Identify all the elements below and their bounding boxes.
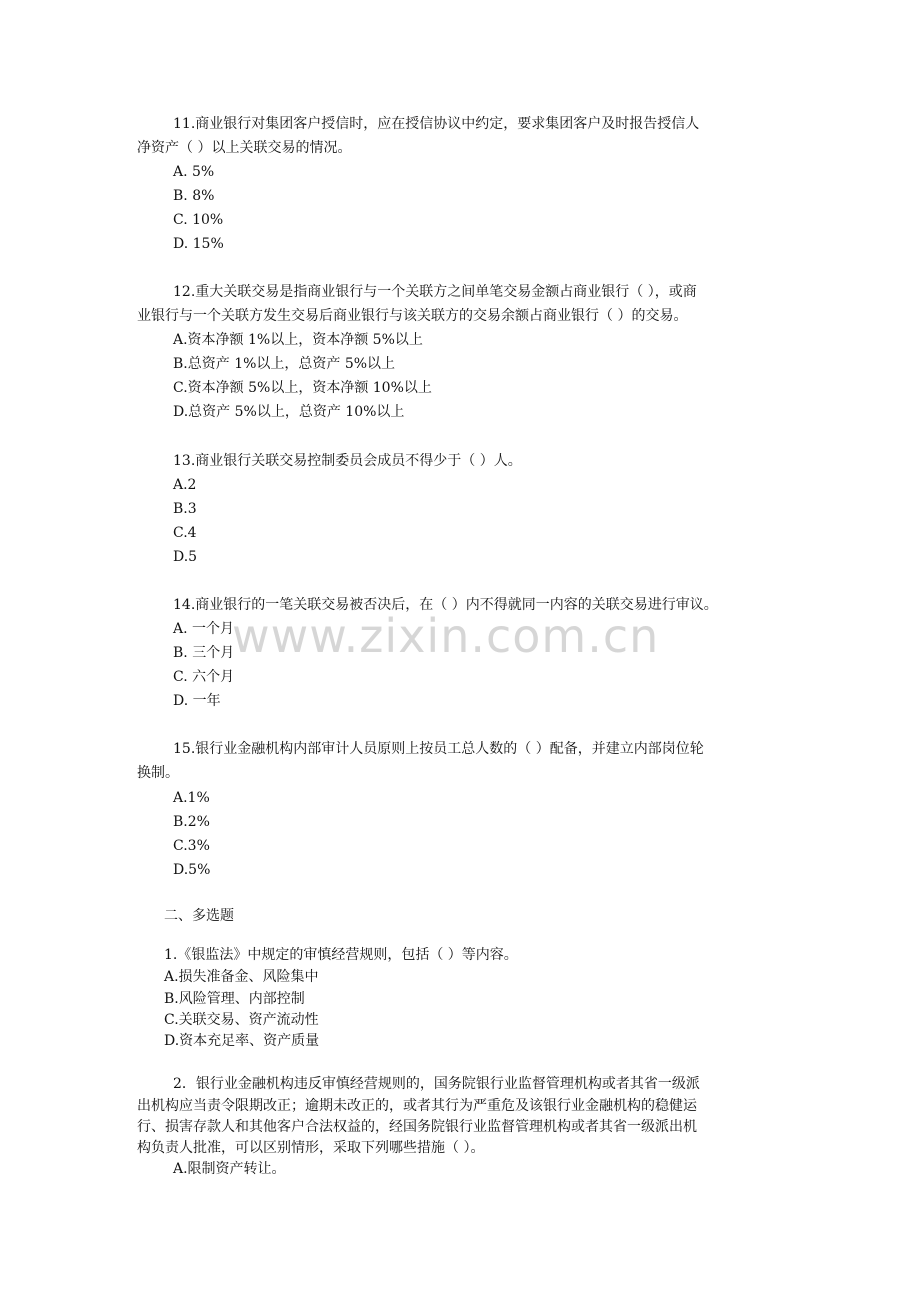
question-12-option-b: B.总资产 1%以上，总资产 5%以上 bbox=[173, 356, 396, 372]
question-14-text: 14.商业银行的一笔关联交易被否决后，在（ ）内不得就同一内容的关联交易进行审议。 bbox=[173, 597, 718, 613]
question-12-text-line2: 业银行与一个关联方发生交易后商业银行与该关联方的交易余额占商业银行（ ）的交易。 bbox=[137, 308, 688, 324]
question-15-option-d: D.5% bbox=[173, 862, 211, 878]
question-15-option-a: A.1% bbox=[173, 790, 210, 806]
multi-question-1-option-a: A.损失准备金、风险集中 bbox=[164, 969, 319, 985]
question-15-text-line1: 15.银行业金融机构内部审计人员原则上按员工总人数的（ ）配备，并建立内部岗位轮 bbox=[173, 741, 704, 757]
section-heading-multiple-choice: 二、多选题 bbox=[164, 908, 234, 924]
multi-question-2-text-line1: 2．银行业金融机构违反审慎经营规则的，国务院银行业监督管理机构或者其省一级派 bbox=[173, 1076, 700, 1092]
question-11-text-line1: 11.商业银行对集团客户授信时，应在授信协议中约定，要求集团客户及时报告授信人 bbox=[173, 116, 700, 132]
multi-question-1-option-c: C.关联交易、资产流动性 bbox=[164, 1012, 319, 1028]
question-15-option-c: C.3% bbox=[173, 838, 210, 854]
question-12-option-d: D.总资产 5%以上，总资产 10%以上 bbox=[173, 404, 405, 420]
question-11-option-a: A. 5% bbox=[173, 164, 215, 180]
question-13-option-d: D.5 bbox=[173, 549, 198, 565]
question-11-option-b: B. 8% bbox=[173, 188, 215, 204]
question-14-option-c: C. 六个月 bbox=[173, 669, 235, 685]
question-13-option-b: B.3 bbox=[173, 501, 197, 517]
watermark-text: www.zixin.com.cn bbox=[232, 609, 660, 663]
multi-question-2-text-line4: 构负责人批准，可以区别情形，采取下列哪些措施（ ）。 bbox=[137, 1140, 485, 1156]
multi-question-2-text-line2: 出机构应当责令限期改正；逾期未改正的，或者其行为严重危及该银行业金融机构的稳健运 bbox=[137, 1098, 697, 1114]
multi-question-2-option-a: A.限制资产转让。 bbox=[173, 1161, 286, 1177]
question-11-option-c: C. 10% bbox=[173, 212, 224, 228]
question-12-option-a: A.资本净额 1%以上，资本净额 5%以上 bbox=[173, 332, 423, 348]
question-14-option-a: A. 一个月 bbox=[173, 621, 235, 637]
question-15-option-b: B.2% bbox=[173, 814, 210, 830]
question-14-option-d: D. 一年 bbox=[173, 693, 221, 709]
question-11-text-line2: 净资产（ ）以上关联交易的情况。 bbox=[137, 140, 352, 156]
question-11-option-d: D. 15% bbox=[173, 236, 224, 252]
question-13-option-a: A.2 bbox=[173, 477, 197, 493]
multi-question-2-text-line3: 行、损害存款人和其他客户合法权益的，经国务院银行业监督管理机构或者其省一级派出机 bbox=[137, 1119, 697, 1135]
question-12-option-c: C.资本净额 5%以上，资本净额 10%以上 bbox=[173, 380, 432, 396]
question-13-text: 13.商业银行关联交易控制委员会成员不得少于（ ）人。 bbox=[173, 453, 522, 469]
multi-question-1-option-b: B.风险管理、内部控制 bbox=[164, 991, 305, 1007]
multi-question-1-text: 1.《银监法》中规定的审慎经营规则，包括（ ）等内容。 bbox=[164, 947, 518, 963]
question-14-option-b: B. 三个月 bbox=[173, 645, 235, 661]
question-12-text-line1: 12.重大关联交易是指商业银行与一个关联方之间单笔交易金额占商业银行（ ），或商 bbox=[173, 284, 697, 300]
question-13-option-c: C.4 bbox=[173, 525, 197, 541]
multi-question-1-option-d: D.资本充足率、资产质量 bbox=[164, 1033, 320, 1049]
question-15-text-line2: 换制。 bbox=[137, 765, 179, 781]
